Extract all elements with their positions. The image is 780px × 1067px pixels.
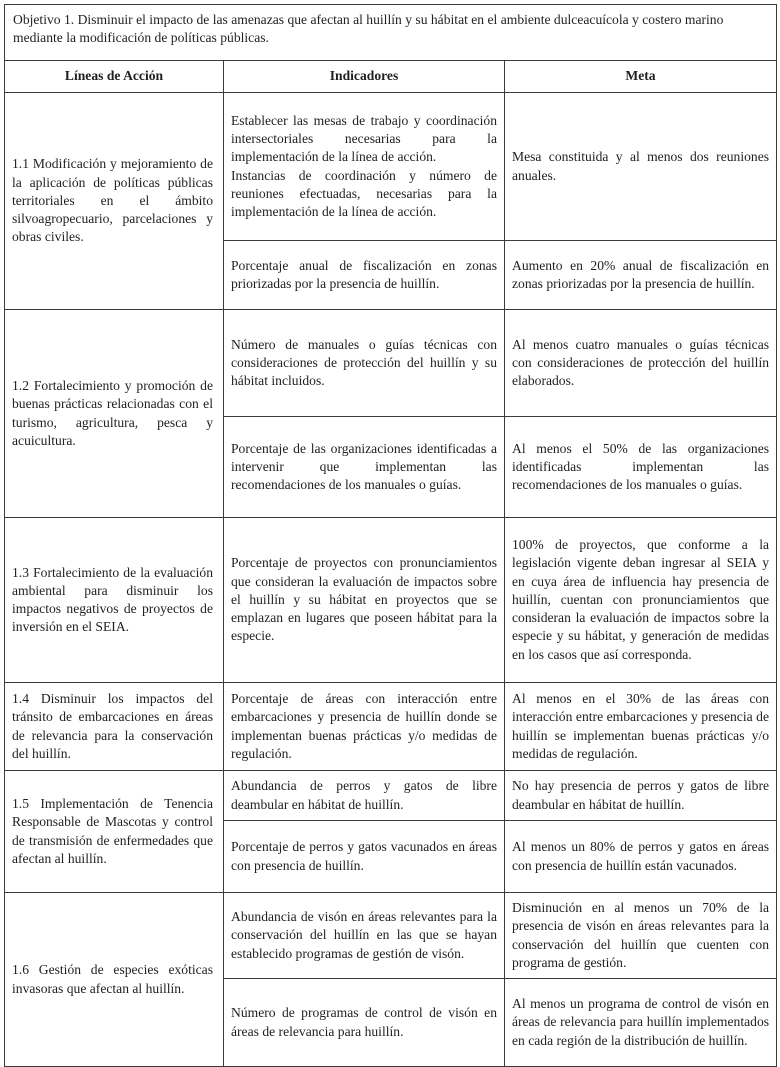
header-row (5, 61, 777, 93)
header-indicators: Indicadores (224, 61, 505, 93)
goal-cell: 100% de proyectos, que conforme a la legislación vigente deban ingresar al SEIA y en cuya área de influencia hay presencia de huillín, cuentan con pronunciamientos que consideran la evaluación de impactos sobre la especie y su hábitat, y generación de medidas en los casos que así corresponda. (505, 518, 777, 683)
indicator-cell (224, 93, 505, 241)
goal-cell: Disminución en al menos un 70% de la presencia de visón en áreas relevantes para la conservación del huillín que cuenten con programa de gestión. (505, 893, 777, 979)
goal-cell: Aumento en 20% anual de fiscalización en zonas priorizadas por la presencia de huillín. (505, 241, 777, 310)
goal-cell: Mesa constituida y al menos dos reuniones anuales. (505, 93, 777, 241)
header-goal: Meta (505, 61, 777, 93)
objective-row (5, 5, 777, 61)
goal-cell: Al menos un 80% de perros y gatos en áreas con presencia de huillín están vacunados. (505, 821, 777, 893)
indicator-cell: Abundancia de perros y gatos de libre deambular en hábitat de huillín. (224, 771, 505, 821)
goal-cell: Al menos un programa de control de visón en áreas de relevancia para huillín implementados en cada región de la distribución de huillín. (505, 979, 777, 1067)
table-row (5, 683, 777, 771)
indicator-text: Instancias de coordinación y número de reuniones efectuadas, necesarias para la implementación de la línea de acción. (231, 167, 497, 219)
action-line-1-2: 1.2 Fortalecimiento y promoción de buenas prácticas relacionadas con el turismo, agricultura, pesca y acuicultura. (5, 310, 224, 518)
goal-cell: Al menos el 50% de las organizaciones identificadas implementan las recomendaciones de los manuales o guías. (505, 417, 777, 518)
goal-cell: Al menos cuatro manuales o guías técnicas con consideraciones de protección del huillín elaborados. (505, 310, 777, 417)
table-row (5, 893, 777, 979)
table-row (5, 518, 777, 683)
indicator-cell: Abundancia de visón en áreas relevantes para la conservación del huillín en las que se hayan establecido programas de gestión de visón. (224, 893, 505, 979)
objective-statement: Objetivo 1. Disminuir el impacto de las amenazas que afectan al huillín y su hábitat en el ambiente dulceacuícola y costero marino mediante la modificación de políticas públicas. (5, 5, 777, 61)
action-line-1-5: 1.5 Implementación de Tenencia Responsable de Mascotas y control de transmisión de enfermedades que afectan al huillín. (5, 771, 224, 893)
indicator-cell: Número de programas de control de visón en áreas de relevancia para huillín. (224, 979, 505, 1067)
indicator-cell: Porcentaje de las organizaciones identificadas a intervenir que implementan las recomendaciones de los manuales o guías. (224, 417, 505, 518)
indicator-text: Establecer las mesas de trabajo y coordinación intersectoriales necesarias para la implementación de la línea de acción. (231, 112, 497, 165)
indicator-cell: Porcentaje de proyectos con pronunciamientos que consideran la evaluación de impactos sobre el huillín y su hábitat en proyectos que se emplazan en lugares que poseen hábitat para la especie. (224, 518, 505, 683)
indicator-cell: Porcentaje de áreas con interacción entre embarcaciones y presencia de huillín donde se implementan buenas prácticas y/o medidas de regulación. (224, 683, 505, 771)
action-line-1-3: 1.3 Fortalecimiento de la evaluación ambiental para disminuir los impactos negativos de proyectos de inversión en el SEIA. (5, 518, 224, 683)
goal-cell: Al menos en el 30% de las áreas con interacción entre embarcaciones y presencia de huillín se implementan buenas prácticas y/o medidas de regulación. (505, 683, 777, 771)
indicator-cell: Porcentaje de perros y gatos vacunados en áreas con presencia de huillín. (224, 821, 505, 893)
objectives-table (4, 4, 777, 1067)
action-line-1-1: 1.1 Modificación y mejoramiento de la aplicación de políticas públicas territoriales en el ámbito silvoagropecuario, parcelaciones y obras civiles. (5, 93, 224, 310)
indicator-cell: Número de manuales o guías técnicas con consideraciones de protección del huillín y su hábitat incluidos. (224, 310, 505, 417)
table-row (5, 771, 777, 821)
objective-table-page (4, 4, 776, 1067)
goal-cell: No hay presencia de perros y gatos de libre deambular en hábitat de huillín. (505, 771, 777, 821)
action-line-1-4: 1.4 Disminuir los impactos del tránsito de embarcaciones en áreas de relevancia para la conservación del huillín. (5, 683, 224, 771)
indicator-cell: Porcentaje anual de fiscalización en zonas priorizadas por la presencia de huillín. (224, 241, 505, 310)
header-actions: Líneas de Acción (5, 61, 224, 93)
table-row (5, 93, 777, 241)
table-row (5, 310, 777, 417)
action-line-1-6: 1.6 Gestión de especies exóticas invasoras que afectan al huillín. (5, 893, 224, 1067)
